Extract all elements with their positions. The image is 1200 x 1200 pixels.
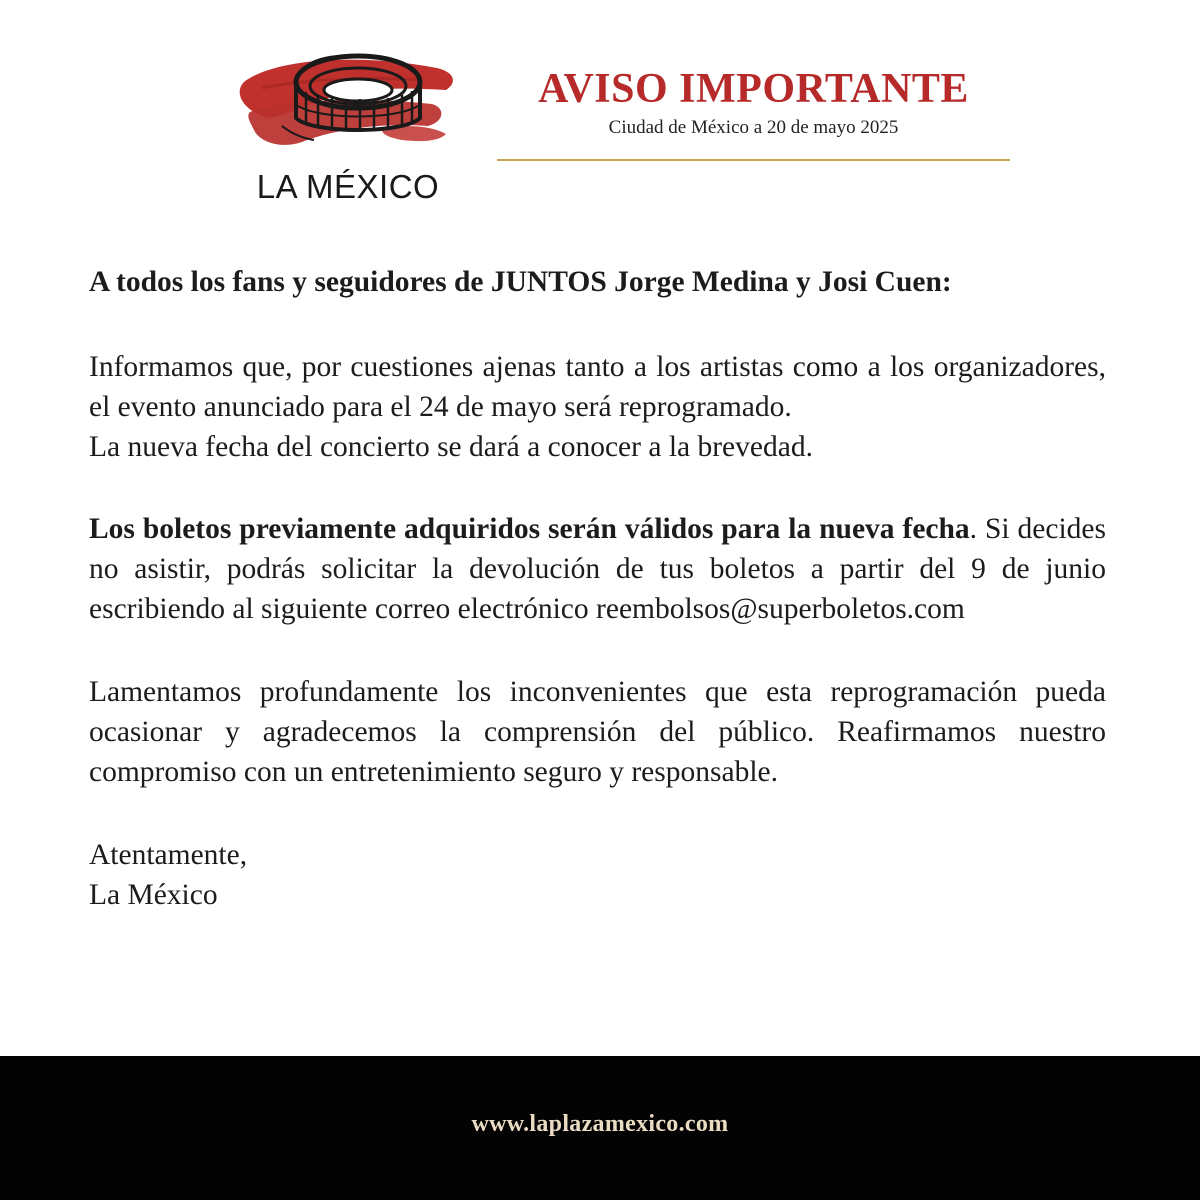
notice-date: Ciudad de México a 20 de mayo 2025 (608, 117, 899, 138)
logo-wordmark: LA MÉXICO (256, 168, 440, 205)
paragraph-reschedule (89, 347, 1106, 467)
bullring-icon (232, 30, 464, 170)
website-url: www.laplazamexico.com (471, 1111, 729, 1137)
tickets-valid-bold: Los boletos previamente adquiridos serán válidos para la nueva fecha (89, 513, 970, 545)
notice-title: AVISO IMPORTANTE (538, 66, 969, 112)
notice-body (89, 262, 1106, 915)
paragraph-reschedule-line-1: Informamos que, por cuestiones ajenas tanto a los artistas como a los organizadores, el evento anunciado para el 24 de mayo será reprogramado. (89, 351, 1106, 423)
paragraph-tickets (89, 509, 1106, 629)
salutation: A todos los fans y seguidores de JUNTOS Jorge Medina y Josi Cuen: (89, 266, 952, 298)
header-divider (497, 159, 1010, 161)
notice-header (497, 68, 1010, 137)
signature: La México (89, 879, 218, 911)
la-mexico-logo (232, 30, 464, 205)
paragraph-apology: Lamentamos profundamente los inconvenientes que esta reprogramación pueda ocasionar y agradecemos la comprensión del público. Reafirmamos nuestro compromiso con un entretenimiento seguro y responsable. (89, 676, 1106, 788)
paragraph-reschedule-line-2: La nueva fecha del concierto se dará a conocer a la brevedad. (89, 431, 813, 463)
refund-email: reembolsos@superboletos.com (596, 593, 965, 625)
tickets-refund-text: . Si decides no asistir, podrás solicitar la devolución de tus boletos a partir del 9 de junio escribiendo al siguiente correo electrónico (89, 513, 1107, 625)
footer-bar (0, 1056, 1200, 1200)
closing: Atentamente, (89, 839, 248, 871)
